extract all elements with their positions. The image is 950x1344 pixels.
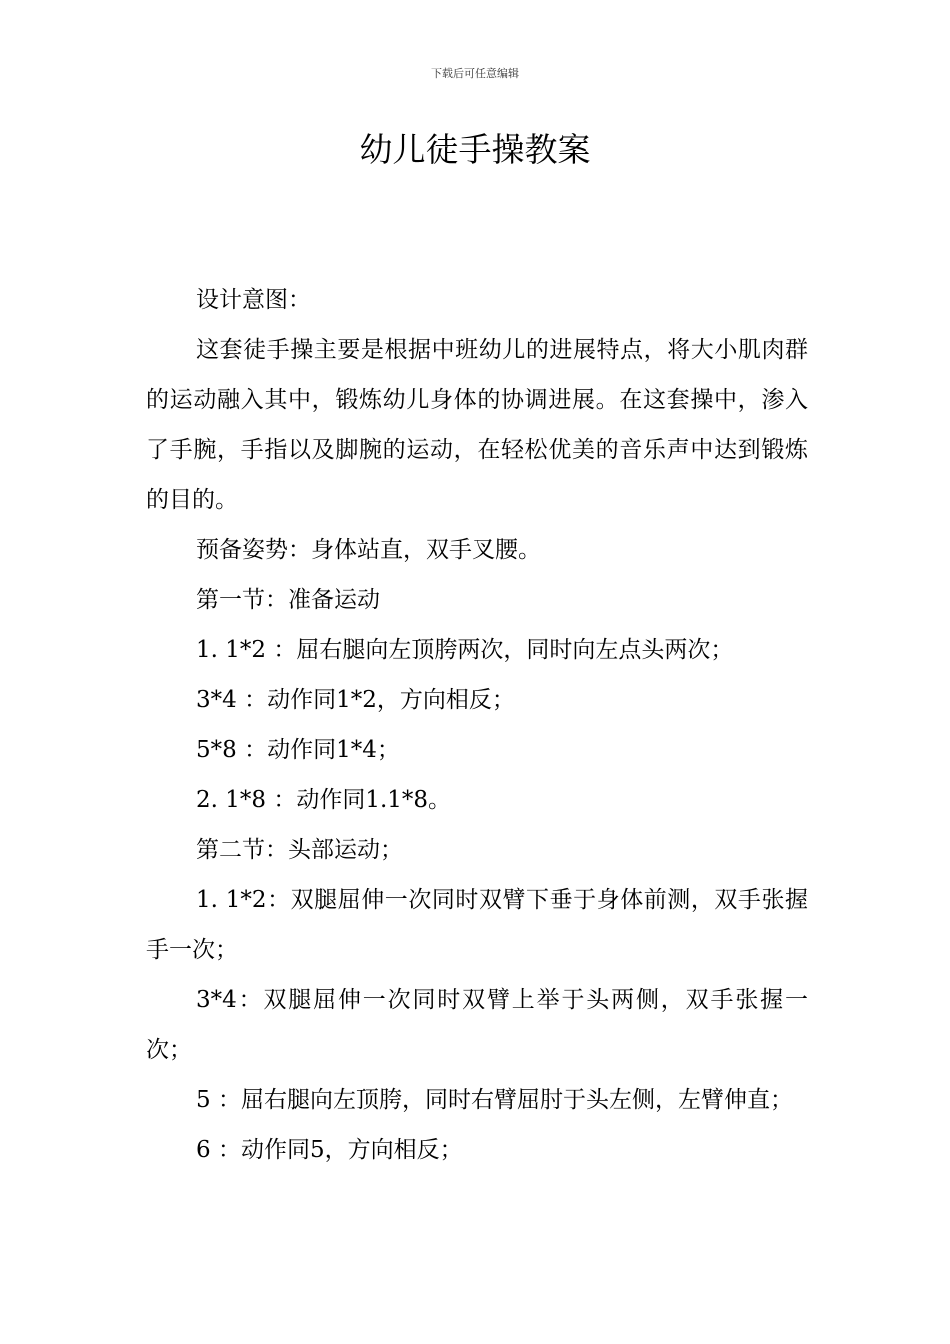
paragraph-section-one-heading: 第一节：准备运动 [196,587,380,613]
paragraph-section-one-step-1: 1. 1*2 ：屈右腿向左顶胯两次，同时向左点头两次； [196,637,734,663]
paragraph-section-two-step-3-4: 3*4：双腿屈伸一次同时双臂上举于头两侧，双手张握一次； [146,987,808,1063]
paragraph-section-two-heading: 第二节：头部运动； [196,837,403,863]
paragraph-section-two-step-6: 6 ：动作同5，方向相反； [196,1137,463,1163]
paragraph-design-intent-heading: 设计意图： [196,287,311,313]
document-title: 幼儿徒手操教案 [359,130,591,169]
paragraph-section-one-step-3-4: 3*4 ：动作同1*2，方向相反； [196,687,515,713]
document-body [146,275,808,1175]
paragraph-section-two-step-1: 1. 1*2：双腿屈伸一次同时双臂下垂于身体前测，双手张握手一次； [146,887,808,963]
page-header-note: 下载后可任意编辑 [431,67,519,80]
paragraph-section-one-step-2: 2. 1*8 ：动作同1.1*8。 [196,787,452,813]
paragraph-design-intent: 这套徒手操主要是根据中班幼儿的进展特点，将大小肌肉群的运动融入其中，锻炼幼儿身体的协调进展。在这套操中，渗入了手腕，手指以及脚腕的运动，在轻松优美的音乐声中达到锻炼的目的。 [146,337,808,513]
paragraph-ready-posture: 预备姿势：身体站直，双手叉腰。 [196,537,541,563]
paragraph-section-one-step-5-8: 5*8 ：动作同1*4； [196,737,400,763]
paragraph-section-two-step-5: 5 ：屈右腿向左顶胯，同时右臂屈肘于头左侧，左臂伸直； [196,1087,793,1113]
